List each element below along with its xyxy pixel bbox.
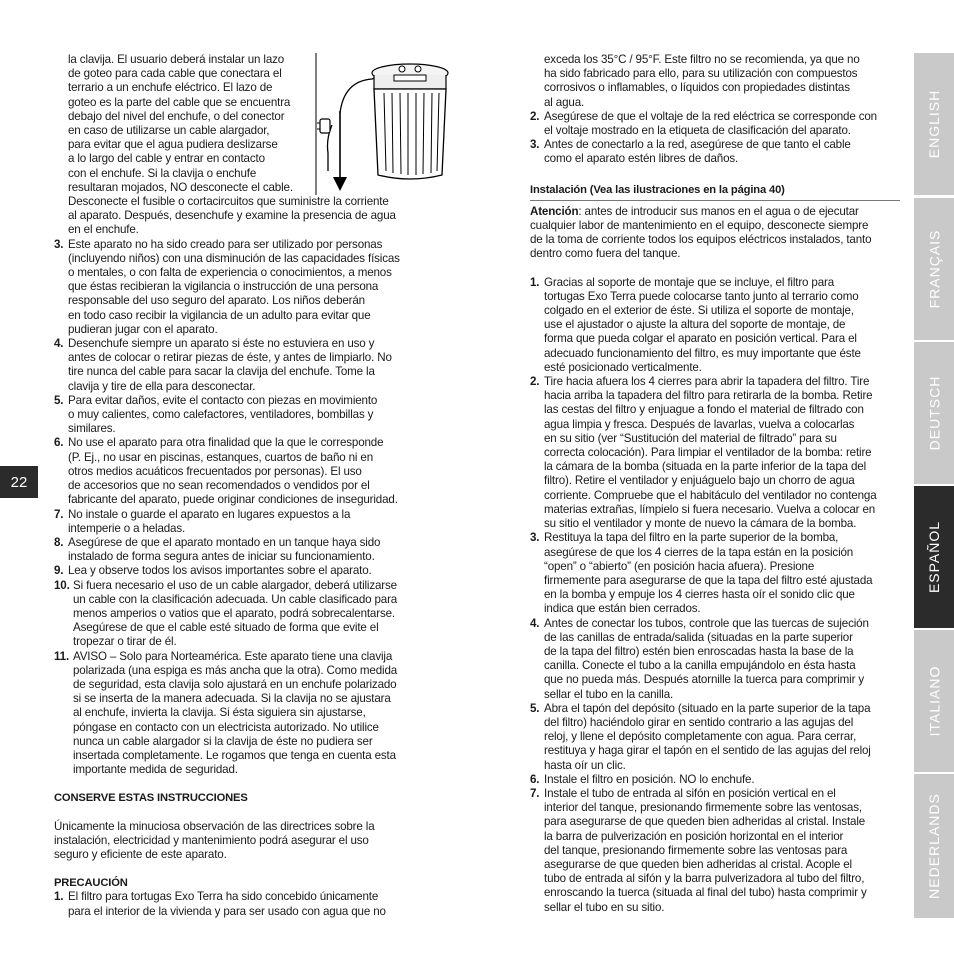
list-item [530, 773, 900, 787]
text-line: restituya y haga girar el tapón en el sentido de las agujas del reloj [544, 744, 871, 758]
tab-label: ESPAÑOL [926, 520, 943, 594]
list-number: 5. [530, 701, 540, 715]
text-line: AVISO – Solo para Norteamérica. Este aparato tiene una clavija [73, 649, 393, 663]
text-line: tortugas Exo Terra puede colocarse tanto junto al terrario como [544, 289, 859, 303]
text-line: hacia arriba la tapadera del filtro para retirarla de la bomba. Retire [544, 389, 873, 403]
list-item [530, 531, 900, 616]
precaucion-cont [530, 53, 900, 110]
text-line: sellar el tubo en la canilla. [544, 687, 674, 701]
text-line: enroscando la tuerca (situada al final del tubo) hasta comprimir y [544, 886, 867, 900]
text-line: clavija y tire de ella para desconectar. [68, 379, 256, 393]
text-line: resultaran mojados, NO desconecte el cable. [68, 180, 293, 194]
list-number: 3. [530, 138, 540, 152]
text-line: sellar el tubo en su sitio. [544, 900, 665, 914]
list-item [530, 702, 900, 773]
left-column [54, 53, 430, 919]
list-number: 4. [54, 337, 64, 351]
list-item [54, 890, 430, 918]
text-line: (P. Ej., no usar en piscinas, estanques, cuartos de baño ni en [68, 450, 374, 464]
list-number: 11. [54, 649, 70, 663]
list-item [530, 276, 900, 375]
text-line: que no pueda más. Después atornille la tuerca para comprimir y [544, 673, 865, 687]
text-line: seguro y eficiente de este aparato. [54, 847, 227, 861]
text-line: para el interior de la vivienda y para ser usado con agua que no [68, 904, 386, 918]
conserve-text [54, 820, 430, 863]
text-line: colgado en el exterior de éste. Si utiliza el soporte de montaje, [544, 304, 854, 318]
text-line: del filtro) haciéndolo girar en sentido contrario a las agujas del [544, 715, 854, 729]
tab-english[interactable] [914, 53, 954, 195]
list-item [54, 337, 430, 394]
text-line: intemperie o a heladas. [68, 521, 186, 535]
text-line: Antes de conectar los tubos, controle que las tuercas de sujeción [544, 616, 869, 630]
text-line: ha sido fabricado para ello, para su utilización con compuestos [544, 67, 858, 81]
text-line: agua limpia y fresca. Después de lavarlas, vuelva a colocarlas [544, 417, 855, 431]
text-line: canilla. Conecte el tubo a la canilla empujándolo en ésta hasta [544, 659, 856, 673]
list-number: 8. [54, 535, 64, 549]
text-line: su sitio el ventilador y monte de nuevo la cámara de la bomba. [544, 517, 857, 531]
text-line: use el ajustador o ajuste la altura del soporte de montaje, de [544, 318, 846, 332]
text-line: insertada completamente. Le rogamos que tenga en cuenta esta [73, 748, 396, 762]
text-line: Lea y observe todos los avisos importantes sobre el aparato. [68, 564, 372, 578]
text-line: corriente. Compruebe que el habitáculo del ventilador no contenga [544, 488, 877, 502]
tab-français[interactable] [914, 198, 954, 340]
text-line: importante medida de seguridad. [73, 763, 238, 777]
text-line: Antes de conectarlo a la red, asegúrese de que tanto el cable [544, 138, 851, 152]
list-number: 1. [530, 275, 540, 289]
tab-label: NEDERLANDS [926, 793, 943, 899]
atencion-label: Atención [530, 204, 579, 218]
text-line: filtro). Retire el ventilador y enjuáguelo bajo un chorro de agua [544, 474, 855, 488]
list-item [530, 138, 900, 166]
heading-rule [530, 200, 900, 201]
text-line: de las canillas de entrada/salida (situadas en la parte superior [544, 630, 853, 644]
text-line: en caso de utilizarse un cable alargador, [68, 124, 270, 138]
text-line: instalado de forma segura antes de iniciar su funcionamiento. [68, 550, 375, 564]
text-line: Únicamente la minuciosa observación de las directrices sobre la [54, 819, 375, 833]
text-line: Desconecte el fusible o cortacircuitos que suministre la corriente [68, 195, 389, 209]
list-number: 6. [530, 772, 540, 786]
text-line: con el enchufe. Si la clavija o enchufe [68, 166, 257, 180]
tab-español[interactable] [914, 486, 954, 628]
text-line: corrosivos o inflamables, o líquidos con propiedades distintas [544, 81, 850, 95]
text-line: dentro como fuera del tanque. [530, 247, 681, 261]
text-line: Tire hacia afuera los 4 cierres para abrir la tapadera del filtro. Tire [544, 375, 870, 389]
text-line: antes de colocar o retirar piezas de éste, y antes de limpiarlo. No [68, 351, 392, 365]
text-line: : antes de introducir sus manos en el agua o de ejecutar [578, 204, 859, 218]
text-line: forma que pueda colgar el aparato en posición vertical. Para el [544, 332, 857, 346]
text-line: No instale o guarde el aparato en lugares expuestos a la [68, 507, 351, 521]
atencion-text [530, 205, 900, 262]
text-line: similares. [68, 422, 116, 436]
text-line: la barra de pulverización en posición horizontal en el interior [544, 829, 844, 843]
text-line: tropezar o tirar de él. [73, 635, 177, 649]
text-line: correcta colocación). Para limpiar el ventilador de la bomba: retire [544, 446, 872, 460]
text-line: la cámara de la bomba (situada en la parte inferior de la tapa del [544, 460, 867, 474]
text-line: o muy calientes, como calefactores, ventiladores, bombillas y [68, 408, 374, 422]
text-line: como el aparato estén libres de daños. [544, 152, 739, 166]
text-line: reloj, y llene el depósito completamente con agua. Para cerrar, [544, 730, 857, 744]
text-line: No use el aparato para otra finalidad que la que le corresponde [68, 436, 384, 450]
text-line: asegúrese de que los 4 cierres de la tapa están en la posición [544, 545, 854, 559]
text-line: asegurarse de que queden bien adheridas al cristal. Acople el [544, 857, 852, 871]
tab-deutsch[interactable] [914, 342, 954, 484]
text-line: de seguridad, esta clavija solo ajustará en un enchufe polarizado [73, 677, 397, 691]
list-number: 5. [54, 393, 64, 407]
list-item [54, 436, 430, 507]
text-line: Si fuera necesario el uso de un cable alargador, deberá utilizarse [73, 578, 397, 592]
list-number: 6. [54, 436, 64, 450]
text-line: del tanque, presionando firmemente sobre las ventosas para [544, 843, 848, 857]
list-item [54, 579, 430, 650]
text-line: el voltaje mostrado en la etiqueta de clasificación del aparato. [544, 124, 851, 138]
text-line: Instale el filtro en posición. NO lo enchufe. [544, 772, 755, 786]
text-line: Asegúrese de que el cable esté situado de forma que evite el [73, 621, 379, 635]
text-line: indica que están bien cerrados. [544, 602, 701, 616]
right-column [530, 53, 900, 915]
text-line: otros medios acuáticos frecuentados por personas). El uso [68, 464, 362, 478]
text-line: un cable con la clasificación adecuada. Un cable clasificado para [73, 592, 398, 606]
page-number: 22 [0, 466, 38, 498]
list-number: 3. [54, 237, 64, 251]
text-line: nunca un cable alargador si la clavija de éste no pudiera ser [73, 734, 373, 748]
tab-label: ENGLISH [926, 89, 942, 159]
text-line: tubo de entrada al sifón y la barra pulverizadora al tubo del filtro, [544, 872, 865, 886]
text-line: si se inserta de la manera adecuada. Si la clavija no se ajustara [73, 692, 391, 706]
text-line: (incluyendo niños) con una disminución de las capacidades físicas [68, 251, 400, 265]
text-line: Abra el tapón del depósito (situado en la parte superior de la tapa [544, 701, 871, 715]
tab-italiano[interactable] [914, 630, 954, 772]
text-line: de goteo para cada cable que conectara el [68, 67, 282, 81]
text-line: Para evitar daños, evite el contacto con piezas en movimiento [68, 393, 378, 407]
tab-label: DEUTSCH [926, 375, 943, 451]
text-line: en la bomba y empuje los 4 cierres hasta oír el sonido clic que [544, 588, 855, 602]
list-item [54, 238, 430, 337]
text-line: para evitar que el agua pudiera deslizarse [68, 138, 278, 152]
text-line: menos amperios o vatios que el aparato, podrá sobrecalentarse. [73, 606, 395, 620]
text-line: las cestas del filtro y enjuague a fondo el material de filtrado con [544, 403, 864, 417]
text-line: de la tapa del filtro) estén bien enroscadas hasta la base de la [544, 644, 854, 658]
text-line: Este aparato no ha sido creado para ser utilizado por personas [68, 237, 383, 251]
text-line: cualquier labor de mantenimiento en el equipo, desconecte siempre [530, 219, 869, 233]
precaucion-list [530, 110, 900, 167]
text-line: al enchufe, invierta la clavija. Si ésta siguiera sin ajustarse, [73, 706, 366, 720]
text-line: terrario a un enchufe eléctrico. El lazo de [68, 81, 273, 95]
text-line: firmemente para asegurarse de que la tapa del filtro esté ajustada [544, 573, 873, 587]
text-line: hasta oír un clic. [544, 758, 626, 772]
text-line: “open” o “abierto” (en posición hacia afuera). Presione [544, 559, 815, 573]
text-line: adecuado funcionamiento del filtro, es muy importante que éste [544, 346, 861, 360]
install-list [530, 276, 900, 915]
text-line: para asegurarse de que queden bien adheridas al cristal. Instale [544, 815, 866, 829]
text-line: o mentales, o con falta de experiencia o conocimientos, a menos [68, 266, 392, 280]
list-number: 4. [530, 616, 540, 630]
text-line: a lo largo del cable y entrar en contacto [68, 152, 265, 166]
text-line: Gracias al soporte de montaje que se incluye, el filtro para [544, 275, 835, 289]
text-line: responsable del uso seguro del aparato. Los niños deberán [68, 294, 365, 308]
text-line: Desenchufe siempre un aparato si éste no estuviera en uso y [68, 337, 375, 351]
safety-list [54, 238, 430, 778]
drip-loop-text-cont [54, 195, 430, 238]
text-line: esté posicionado verticalmente. [544, 360, 702, 374]
text-line: la clavija. El usuario deberá instalar un lazo [68, 53, 285, 66]
text-line: debajo del nivel del enchufe, o del conector [68, 109, 285, 123]
text-line: instalación, electricidad y mantenimiento podrá asegurar el uso [54, 833, 369, 847]
list-item [54, 650, 430, 778]
text-line: Asegúrese de que el voltaje de la red eléctrica se corresponde con [544, 109, 877, 123]
conserve-heading: CONSERVE ESTAS INSTRUCCIONES [54, 792, 248, 805]
list-item [54, 564, 430, 578]
text-line: al agua. [544, 95, 585, 109]
list-number: 2. [530, 375, 540, 389]
tab-label: FRANÇAIS [926, 229, 943, 309]
text-line: pudieran jugar con el aparato. [68, 322, 218, 336]
list-item [530, 375, 900, 531]
list-number: 7. [54, 507, 64, 521]
list-item [54, 394, 430, 437]
text-line: Restituya la tapa del filtro en la parte superior de la bomba, [544, 531, 839, 545]
text-line: Instale el tubo de entrada al sifón en posición vertical en el [544, 786, 836, 800]
text-line: de accesorios que no sean recomendados o vendidos por el [68, 479, 370, 493]
text-line: póngase en contacto con un electricista autorizado. No utilice [73, 720, 379, 734]
list-number: 1. [54, 890, 64, 904]
install-heading: Instalación (Vea las ilustraciones en la página 40) [530, 183, 785, 196]
list-item [54, 508, 430, 536]
text-line: Asegúrese de que el aparato montado en un tanque haya sido [68, 535, 381, 549]
list-number: 7. [530, 786, 540, 800]
text-line: en todo caso recibir la vigilancia de un adulto para evitar que [68, 308, 371, 322]
text-line: en su sitio (ver “Sustitución del material de filtrado” para su [544, 431, 837, 445]
text-line: interior del tanque, presionando firmemente sobre las ventosas, [544, 801, 862, 815]
text-line: que éstas recibieran la vigilancia o instrucción de una persona [68, 280, 379, 294]
drip-loop-text [54, 53, 313, 195]
tab-label: ITALIANO [926, 665, 943, 737]
list-number: 9. [54, 564, 64, 578]
text-line: goteo es la parte del cable que se encuentra [68, 95, 291, 109]
list-item [530, 110, 900, 138]
text-line: materias extrañas, límpielo si fuera necesario. Vuelva a colocar en [544, 502, 876, 516]
text-line: exceda los 35°C / 95°F. Este filtro no se recomienda, ya que no [544, 53, 860, 66]
list-number: 2. [530, 109, 540, 123]
text-line: al aparato. Después, desenchufe y examine la presencia de agua [68, 209, 396, 223]
text-line: fabricante del aparato, puede originar condiciones de inseguridad. [68, 493, 398, 507]
list-number: 10. [54, 578, 70, 592]
list-item [530, 617, 900, 702]
text-line: en el enchufe. [68, 223, 139, 237]
text-line: El filtro para tortugas Exo Terra ha sido concebido únicamente [68, 890, 379, 904]
tab-nederlands[interactable] [914, 774, 954, 918]
list-item [54, 536, 430, 564]
list-item [530, 787, 900, 915]
text-line: de la toma de corriente todos los equipos eléctricos instalados, tanto [530, 233, 872, 247]
text-line: tire nunca del cable para sacar la clavija del enchufe. Tome la [68, 365, 375, 379]
precaucion-heading: PRECAUCIÓN [54, 877, 128, 890]
list-number: 3. [530, 531, 540, 545]
text-line: polarizada (una espiga es más ancha que la otra). Como medida [73, 663, 398, 677]
